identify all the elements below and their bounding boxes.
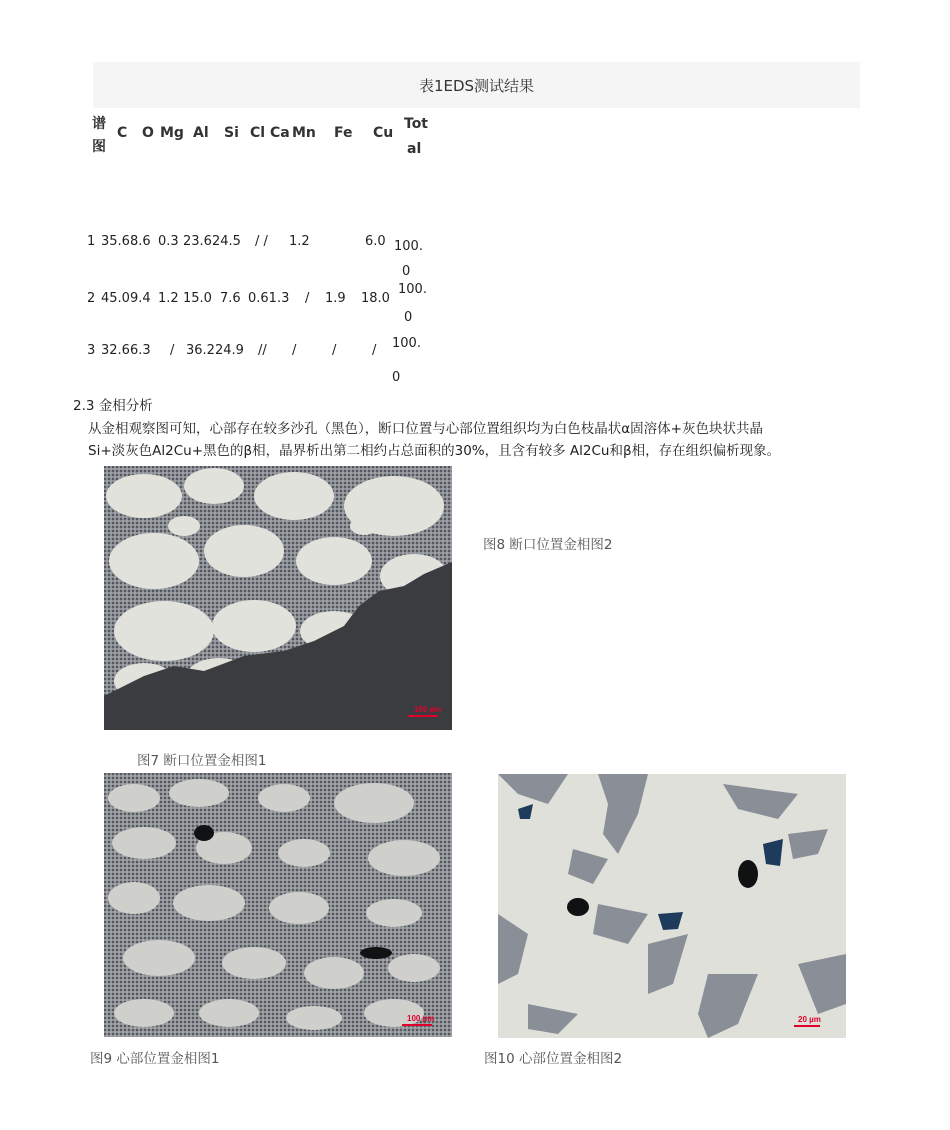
header-total-line1: Tot [404,116,429,132]
header-fe: Fe [334,125,353,141]
row2-cl-ca: 0.61.3 [248,291,290,306]
row1-id: 1 [87,234,96,249]
header-spectrum-line2: 图 [92,139,106,155]
fig10-image [498,774,846,1038]
fig10-caption: 图10 心部位置金相图2 [484,1051,623,1067]
table-caption-text: 表1EDS测试结果 [418,76,535,95]
row3-cl-ca: // [258,343,267,358]
paragraph-line2: Si+淡灰色Al2Cu+黑色的β相，晶界析出第二相约占总面积的30%，且含有较多 Al2Cu和β相，存在组织偏析现象。 [88,443,781,459]
fig9-caption: 图9 心部位置金相图1 [90,1051,220,1067]
row3-c-o: 32.66.3 [101,343,151,358]
row2-si: 7.6 [220,291,241,306]
header-total [404,112,428,162]
row1-total-line2: 0 [402,264,411,279]
header-cu: Cu [373,125,394,141]
row3-mg: / [170,343,175,358]
header-o: O [142,125,154,141]
fig8-caption: 图8 断口位置金相图2 [483,537,613,553]
header-si: Si [224,125,239,141]
row2-fe: 1.9 [325,291,346,306]
header-mn: Mn [292,125,316,141]
row2-total [398,276,427,332]
header-al: Al [193,125,209,141]
row2-total-line1: 100. [398,282,427,297]
header-c: C [117,125,128,141]
fig7-caption: 图7 断口位置金相图1 [137,753,267,769]
header-total-line2: al [407,141,422,157]
row2-mg: 1.2 [158,291,179,306]
header-spectrum [92,113,106,159]
row1-cl-ca: / / [255,234,268,249]
fig7-micrograph [104,466,452,730]
fig9-scalebar-label: 100 µm [407,1014,435,1023]
fig10-scalebar [794,1025,820,1027]
fig7-image [104,466,452,730]
row2-mn: / [305,291,310,306]
row1-cu: 6.0 [365,234,386,249]
row1-mn: 1.2 [289,234,310,249]
row3-total-line2: 0 [392,370,401,385]
fig9-image [104,773,452,1037]
paragraph-line1: 从金相观察图可知，心部存在较多沙孔（黑色），断口位置与心部位置组织均为白色枝晶状α固溶体+灰色块状共晶 [88,421,763,437]
row3-mn: / [292,343,297,358]
header-spectrum-line1: 谱 [92,116,106,132]
table-caption [93,62,860,108]
fig9-scalebar [402,1024,432,1026]
section-heading: 2.3 金相分析 [73,398,153,414]
fig9-micrograph [104,773,452,1037]
row2-al: 15.0 [183,291,212,306]
row3-al-si: 36.224.9 [186,343,244,358]
row2-cu: 18.0 [361,291,390,306]
row2-c-o: 45.09.4 [101,291,151,306]
row1-c-o: 35.68.6 [101,234,151,249]
row3-total-line1: 100. [392,336,421,351]
fig10-scalebar-label: 20 µm [798,1015,821,1024]
row3-cu: / [372,343,377,358]
row3-total [392,327,421,395]
row2-total-line2: 0 [404,310,413,325]
fig7-scalebar-label: 100 µm [414,705,442,714]
row1-total-line1: 100. [394,239,423,254]
row3-id: 3 [87,343,96,358]
fig10-micrograph [498,774,846,1038]
row2-id: 2 [87,291,96,306]
row1-al-si: 23.624.5 [183,234,241,249]
row1-mg: 0.3 [158,234,179,249]
fig7-scalebar [408,715,438,717]
header-cl: Cl [250,125,266,141]
header-ca: Ca [270,125,290,141]
header-mg: Mg [160,125,184,141]
row3-fe: / [332,343,337,358]
